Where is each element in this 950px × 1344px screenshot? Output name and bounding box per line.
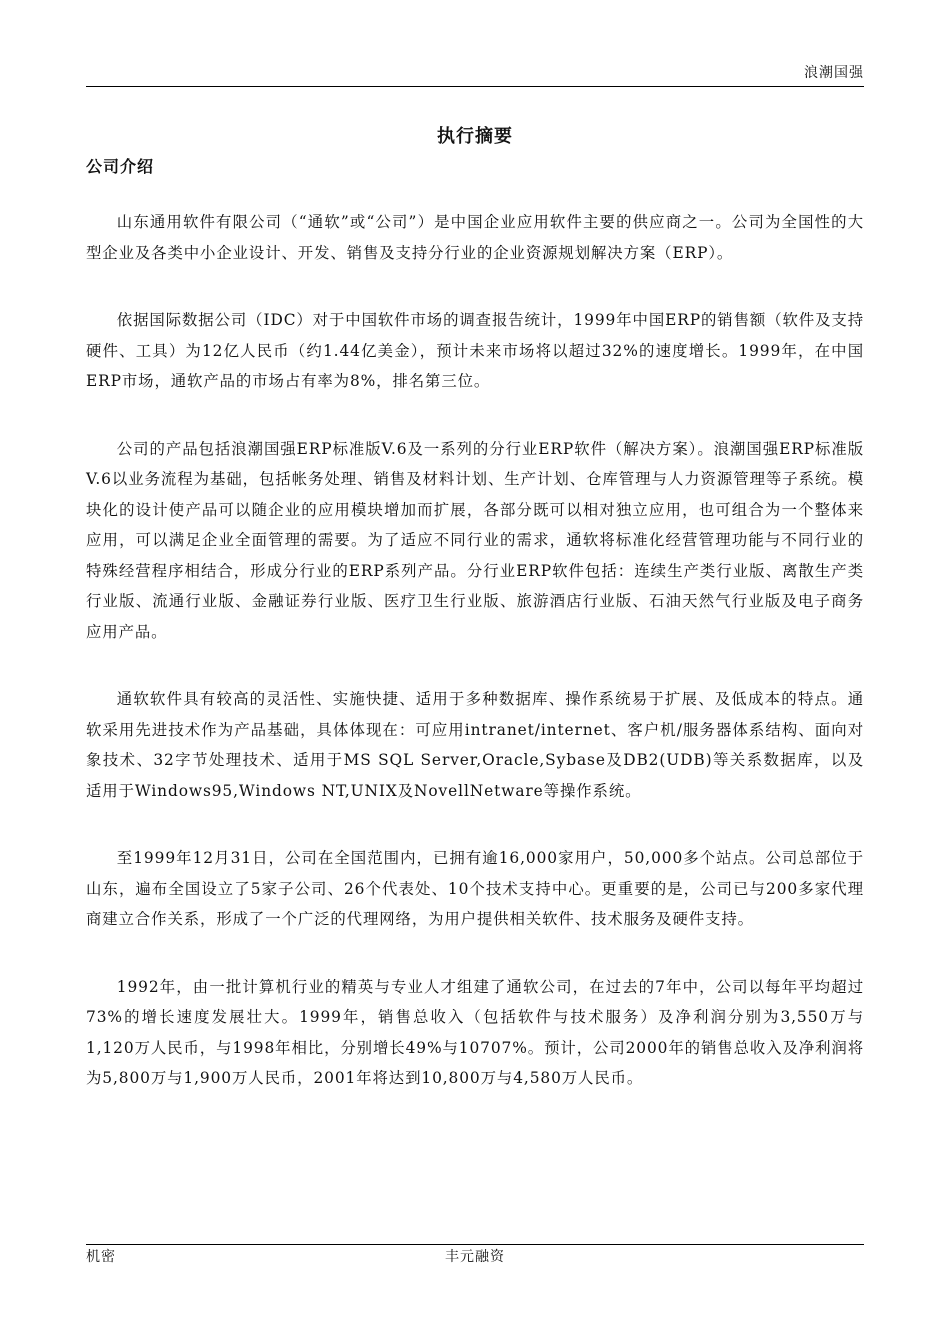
header-company-name: 浪潮国强 bbox=[804, 65, 864, 81]
page-header bbox=[86, 62, 864, 87]
section-heading: 公司介绍 bbox=[86, 157, 155, 176]
body-text bbox=[86, 207, 864, 1131]
paragraph-products: 公司的产品包括浪潮国强ERP标准版V.6及一系列的分行业ERP软件（解决方案）。浪潮国强ERP标准版V.6以业务流程为基础，包括帐务处理、销售及材料计划、生产计划、仓库管理与人力资源管理等子系统。模块化的设计使产品可以随企业的应用模块增加而扩展，各部分既可以相对独立应用，也可组合为一个整体来应用，可以满足企业全面管理的需要。为了适应不同行业的需求，通软将标准化经营管理功能与不同行业的特殊经营程序相结合，形成分行业的ERP系列产品。分行业ERP软件包括：连续生产类行业版、离散生产类行业版、流通行业版、金融证券行业版、医疗卫生行业版、旅游酒店行业版、石油天然气行业版及电子商务应用产品。 bbox=[86, 439, 864, 641]
page-title: 执行摘要 bbox=[437, 126, 513, 147]
paragraph-market-data: 依据国际数据公司（IDC）对于中国软件市场的调查报告统计，1999年中国ERP的销售额（软件及支持硬件、工具）为12亿人民币（约1.44亿美金），预计未来市场将以超过32%的速度增长。1999年，在中国ERP市场，通软产品的市场占有率为8%，排名第三位。 bbox=[86, 311, 864, 390]
footer-confidential-label: 机密 bbox=[86, 1249, 116, 1265]
footer-firm-name: 丰元融资 bbox=[445, 1249, 505, 1265]
paragraph-customers: 至1999年12月31日，公司在全国范围内，已拥有逾16,000家用户，50,000多个站点。公司总部位于山东，遍布全国设立了5家子公司、26个代表处、10个技术支持中心。更重要的是，公司已与200多家代理商建立合作关系，形成了一个广泛的代理网络，为用户提供相关软件、技术服务及硬件支持。 bbox=[86, 849, 864, 928]
paragraph-company-overview: 山东通用软件有限公司（“通软”或“公司”）是中国企业应用软件主要的供应商之一。公司为全国性的大型企业及各类中小企业设计、开发、销售及支持分行业的企业资源规划解决方案（ERP）。 bbox=[86, 213, 864, 262]
paragraph-financials: 1992年，由一批计算机行业的精英与专业人才组建了通软公司，在过去的7年中，公司以每年平均超过73%的增长速度发展壮大。1999年，销售总收入（包括软件与技术服务）及净利润分别为3,550万与1,120万人民币，与1998年相比，分别增长49%与10707%。预计，公司2000年的销售总收入及净利润将为5,800万与1,900万人民币，2001年将达到10,800万与4,580万人民币。 bbox=[86, 977, 864, 1087]
page-footer bbox=[86, 1244, 864, 1271]
paragraph-technology: 通软软件具有较高的灵活性、实施快捷、适用于多种数据库、操作系统易于扩展、及低成本的特点。通软采用先进技术作为产品基础，具体体现在：可应用intranet/internet、客户机/服务器体系结构、面向对象技术、32字节处理技术、适用于MS SQL Server,Oracle,Sybase及DB2(UDB)等关系数据库，以及适用于Windows95,Windows NT,UNIX及NovellNetware等操作系统。 bbox=[86, 690, 864, 800]
